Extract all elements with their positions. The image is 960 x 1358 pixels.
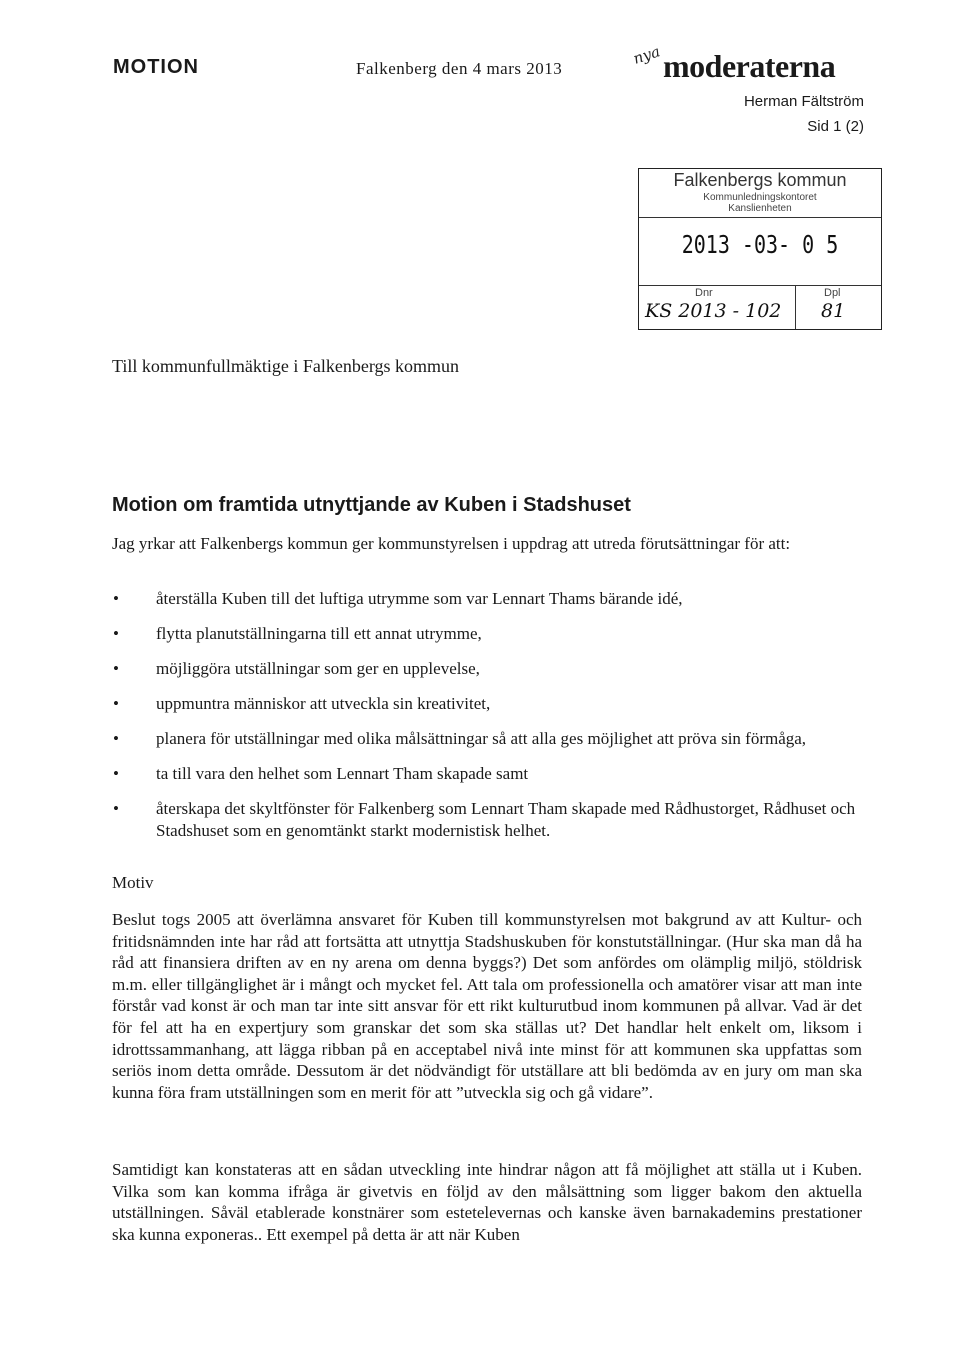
moderaterna-logo: moderaterna bbox=[663, 48, 836, 84]
list-item-text: uppmuntra människor att utveckla sin kreativitet, bbox=[156, 694, 491, 713]
bullet-icon: • bbox=[113, 659, 119, 678]
bullet-icon: • bbox=[113, 694, 119, 713]
page-number: Sid 1 (2) bbox=[807, 118, 864, 135]
stamp-divider bbox=[639, 285, 881, 286]
motion-title: Motion om framtida utnyttjande av Kuben i Stadshuset bbox=[112, 494, 631, 516]
stamp-unit: Kanslienheten bbox=[728, 203, 792, 214]
stamp-dpl-label: Dpl bbox=[824, 287, 841, 299]
stamp-dnr-label: Dnr bbox=[695, 287, 713, 299]
bullet-icon: • bbox=[113, 589, 119, 608]
stamp-divider bbox=[639, 217, 881, 218]
list-item-text: ta till vara den helhet som Lennart Tham skapade samt bbox=[156, 764, 529, 783]
list-item bbox=[112, 623, 864, 645]
list-item bbox=[112, 798, 864, 842]
stamp-dpl-value: 81 bbox=[821, 300, 846, 322]
addressee: Till kommunfullmäktige i Falkenbergs kommun bbox=[112, 356, 460, 376]
stamp-column-divider bbox=[795, 285, 796, 329]
body-paragraph: Samtidigt kan konstateras att en sådan utveckling inte hindrar någon att få möjlighet att ställa ut i Kuben. Vilka som kan komma ifråga är givetvis en följd av den målsättning som ligger bakom den aktuella utställningen. Såväl etablerade konstnärer som estetelevernas och kanske även barnakademins prestationer ska kunna exponeras.. Ett exempel på detta är att när Kuben bbox=[112, 1160, 862, 1244]
list-item-text: planera för utställningar med olika målsättningar så att alla ges möjlighet att pröva sin förmåga, bbox=[156, 729, 807, 748]
list-item bbox=[112, 658, 864, 680]
intro-paragraph: Jag yrkar att Falkenbergs kommun ger kommunstyrelsen i uppdrag att utreda förutsättningar för att: bbox=[112, 534, 791, 553]
stamp-department: Kommunledningskontoret bbox=[703, 192, 817, 203]
list-item bbox=[112, 588, 864, 610]
body-paragraph: Beslut togs 2005 att överlämna ansvaret för Kuben till kommunstyrelsen mot bakgrund av att Kultur- och fritidsnämnden inte har råd att fortsätta att utnyttja Stadshuskuben för konstutställningar. (Hur ska man då ha råd att finansiera driften av en ny arena om denna byggs?) Det som anfördes om olämplig miljö, stöldrisk m.m. eller tillgänglighet är i mångt och mycket fel. Att tala om professionella och amatörer visar att man inte förstår vad konst är och man tar inte sitt ansvar för ett rikt kulturutbud inom kommunen på allvar. Vad är det för fel att ha en expertjury som granskar det som ska ställas ut? Det handlar helt enkelt om, liksom i idrottssammanhang, att lägga ribban på en acceptabel nivå inte minst för att kommunen ska uppfattas som seriös inom detta område. Dessutom är det nödvändigt för utställare att bli bedömda av en jury om man ska kunna föra fram utställningen som en merit för att ”utveckla sig och gå vidare”. bbox=[112, 910, 862, 1102]
section-heading-motiv: Motiv bbox=[112, 873, 154, 892]
bullet-icon: • bbox=[113, 764, 119, 783]
bullet-icon: • bbox=[113, 624, 119, 643]
list-item bbox=[112, 763, 864, 785]
date-line: Falkenberg den 4 mars 2013 bbox=[356, 59, 563, 78]
list-item bbox=[112, 728, 864, 750]
list-item-text: möjliggöra utställningar som ger en upplevelse, bbox=[156, 659, 480, 678]
bullet-icon: • bbox=[113, 729, 119, 748]
list-item bbox=[112, 693, 864, 715]
stamp-organization: Falkenbergs kommun bbox=[673, 170, 847, 190]
stamp-date: 2013 -03- 0 5 bbox=[681, 229, 839, 259]
document-type: MOTION bbox=[113, 56, 199, 78]
list-item-text: återskapa det skyltfönster för Falkenberg som Lennart Tham skapade med Rådhustorget, Rådhuset och Stadshuset som en genomtänkt starkt modernistisk helhet. bbox=[156, 799, 856, 840]
list-item-text: flytta planutställningarna till ett annat utrymme, bbox=[156, 624, 482, 643]
list-item-text: återställa Kuben till det luftiga utrymme som var Lennart Thams bärande idé, bbox=[156, 589, 683, 608]
registration-stamp bbox=[638, 168, 882, 330]
stamp-dnr-value: KS 2013 - 102 bbox=[645, 300, 782, 322]
proposal-list bbox=[112, 588, 864, 855]
handwritten-annotation: nya bbox=[630, 42, 663, 68]
author-name: Herman Fältström bbox=[743, 93, 864, 110]
bullet-icon: • bbox=[113, 799, 119, 818]
